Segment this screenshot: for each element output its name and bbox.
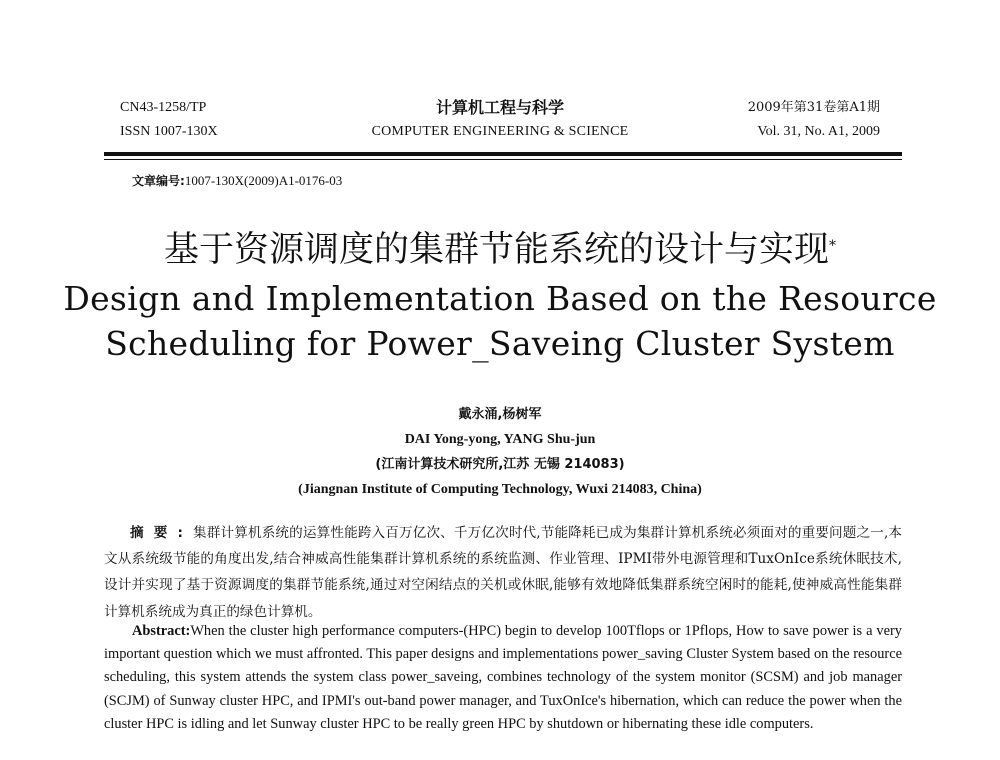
abstract-cn-text: 集群计算机系统的运算性能跨入百万亿次、千万亿次时代,节能降耗已成为集群计算机系统必须面对的重要问题之一,本文从系统级节能的角度出发,结合神威高性能集群计算机系统的系统监测、作业管理、IPMI带外电源管理和TuxOnIce系统休眠技术,设计并实现了基于资源调度的集群节能系统,通过对空闲结点的关机或休眠,能够有效地降低集群系统空闲时的能耗,使神威高性能集群计算机系统成为真正的绿色计算机。 [104, 525, 903, 620]
authors-block [0, 402, 1000, 502]
abstract-en [104, 620, 902, 736]
abstract-cn [104, 520, 902, 625]
cn-code: CN43-1258/TP [120, 100, 207, 115]
article-number-value: 1007-130X(2009)A1-0176-03 [184, 173, 343, 188]
abstract-cn-label: 摘要: [130, 525, 193, 541]
affiliation-cn: (江南计算技术研究所,江苏 无锡 214083) [375, 457, 625, 472]
authors-en: DAI Yong-yong, YANG Shu-jun [404, 432, 596, 447]
issue-en: Vol. 31, No. A1, 2009 [757, 124, 880, 139]
journal-name-cn: 计算机工程与科学 [435, 98, 564, 117]
header-rule-thin [104, 159, 902, 160]
abstract-en-text: When the cluster high performance computers-(HPC) begin to develop 100Tflops or 1Pflops, How to save power is a very important question which we must affronted. This paper designs and implementations power_saving Cluster System based on the resource scheduling, this system attends the system class power_saveing, combines technology of the system monitor (SCSM) and job manager (SCJM) of Sunway cluster HPC, and IPMI's out-band power manager, and TuxOnIce's hibernation, which can reduce the power when the cluster HPC is idling and let Sunway cluster HPC to be really green HPC by shutdown or hibernating these idle computers. [104, 623, 902, 732]
affiliation-en: (Jiangnan Institute of Computing Technology, Wuxi 214083, China) [298, 482, 702, 497]
journal-name-en: COMPUTER ENGINEERING & SCIENCE [371, 124, 629, 139]
title-cn-text: 基于资源调度的集群节能系统的设计与实现 [163, 230, 829, 270]
title-en [0, 276, 1000, 366]
article-number-label: 文章编号: [132, 174, 185, 188]
issue-cn: 2009年第31卷第A1期 [747, 100, 880, 115]
abstract-en-label: Abstract: [132, 623, 191, 639]
title-en-line1: Design and Implementation Based on the Resource [63, 279, 937, 318]
title-footnote-mark: * [829, 238, 836, 254]
article-number [132, 172, 342, 189]
title-cn [0, 226, 1000, 274]
authors-cn: 戴永涌,杨树军 [458, 407, 542, 422]
issn: ISSN 1007-130X [120, 124, 218, 139]
title-en-line2: Scheduling for Power_Saveing Cluster System [105, 324, 895, 363]
header-rule-thick [104, 152, 902, 156]
journal-issue [748, 96, 880, 144]
